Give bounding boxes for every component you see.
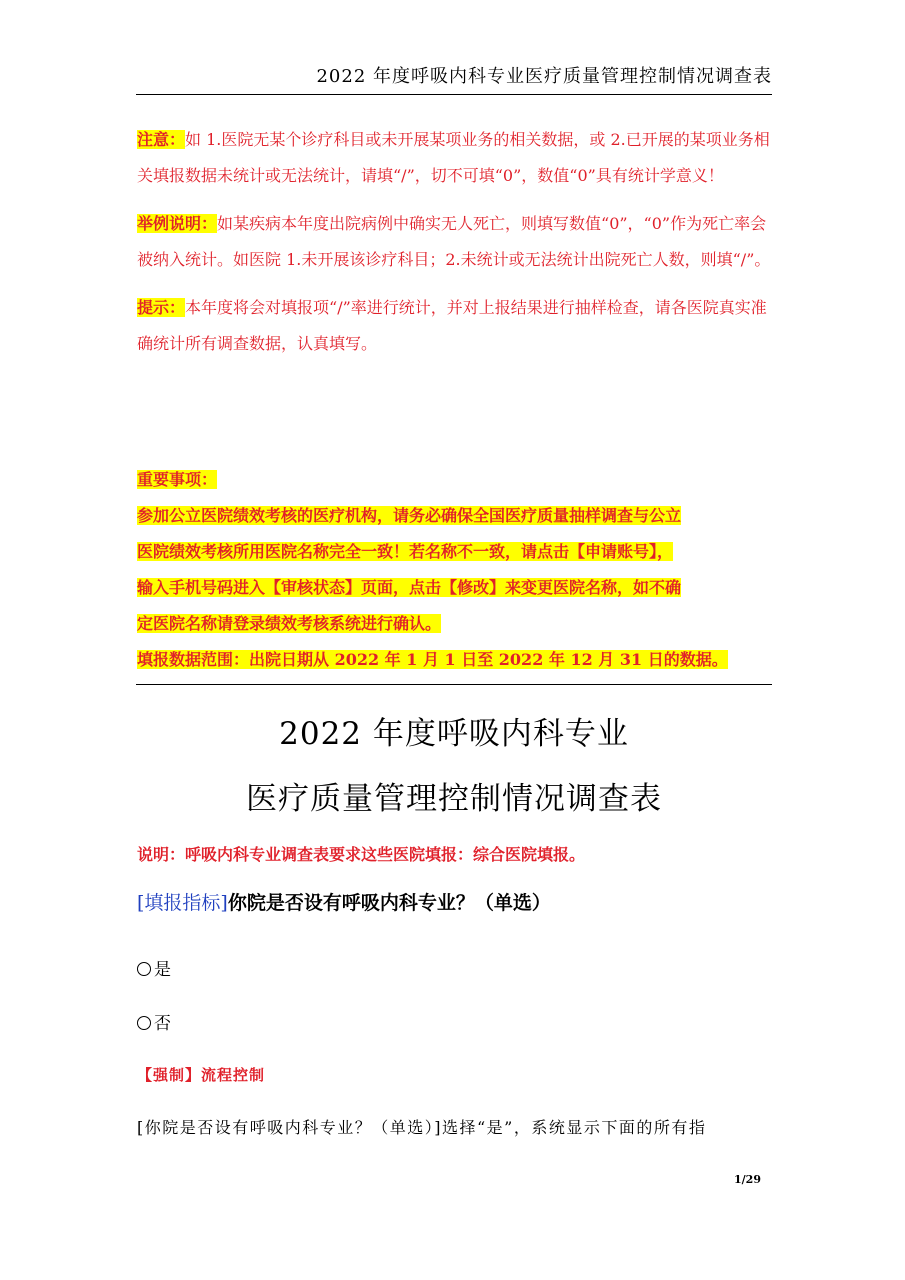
important-section (137, 462, 773, 678)
radio-icon[interactable] (137, 962, 151, 976)
notice-paragraph (137, 122, 773, 194)
force-label: 【强制】流程控制 (137, 1066, 266, 1084)
option-yes-label: 是 (154, 960, 171, 980)
doc-title-line-1: 2022 年度呼吸内科专业 (279, 716, 629, 752)
tip-paragraph (137, 290, 773, 362)
radio-icon[interactable] (137, 1016, 151, 1030)
example-label: 举例说明： (137, 214, 218, 233)
question-text: 你院是否设有呼吸内科专业？（单选） (227, 892, 551, 914)
option-no[interactable] (137, 1009, 171, 1034)
example-text: 如某疾病本年度出院病例中确实无人死亡，则填写数值“0”，“0”作为死亡率会被纳入统计。如医院 1.未开展该诊疗科目；2.未统计或无法统计出院死亡人数，则填“/”。 (137, 214, 771, 269)
important-line-1: 参加公立医院绩效考核的医疗机构，请务必确保全国医疗质量抽样调查与公立 (137, 506, 682, 525)
example-paragraph (137, 206, 773, 278)
important-label: 重要事项： (137, 470, 218, 489)
tip-text: 本年度将会对填报项“/”率进行统计，并对上报结果进行抽样检查，请各医院真实准确统计所有调查数据，认真填写。 (137, 298, 767, 353)
notice-text: 如 1.医院无某个诊疗科目或未开展某项业务的相关数据，或 2.已开展的某项业务相关填报数据未统计或无法统计，请填“/”，切不可填“0”，数值“0”具有统计学意义！ (137, 130, 770, 185)
important-line-2: 医院绩效考核所用医院名称完全一致！若名称不一致，请点击【申请账号】， (137, 542, 674, 561)
notes-section (137, 122, 773, 374)
question-tag: [填报指标] (137, 892, 228, 914)
section-divider (136, 684, 772, 685)
doc-title-line-2: 医疗质量管理控制情况调查表 (246, 781, 662, 817)
flow-rule-text: [你院是否设有呼吸内科专业？（单选）]选择“是”，系统显示下面的所有指 (137, 1118, 707, 1137)
notice-label: 注意： (137, 130, 186, 149)
important-line-3: 输入手机号码进入【审核状态】页面，点击【修改】来变更医院名称，如不确 (137, 578, 682, 597)
option-yes[interactable] (137, 955, 171, 980)
important-line-4: 定医院名称请登录绩效考核系统进行确认。 (137, 614, 442, 633)
important-line-5: 填报数据范围：出院日期从 2022 年 1 月 1 日至 2022 年 12 月 31 日的数据。 (137, 650, 728, 669)
page-number: 1/29 (734, 1173, 761, 1186)
description: 说明：呼吸内科专业调查表要求这些医院填报：综合医院填报。 (137, 845, 586, 864)
question (137, 888, 551, 915)
page-header: 2022 年度呼吸内科专业医疗质量管理控制情况调查表 (136, 62, 772, 95)
option-no-label: 否 (154, 1014, 171, 1034)
tip-label: 提示： (137, 298, 186, 317)
